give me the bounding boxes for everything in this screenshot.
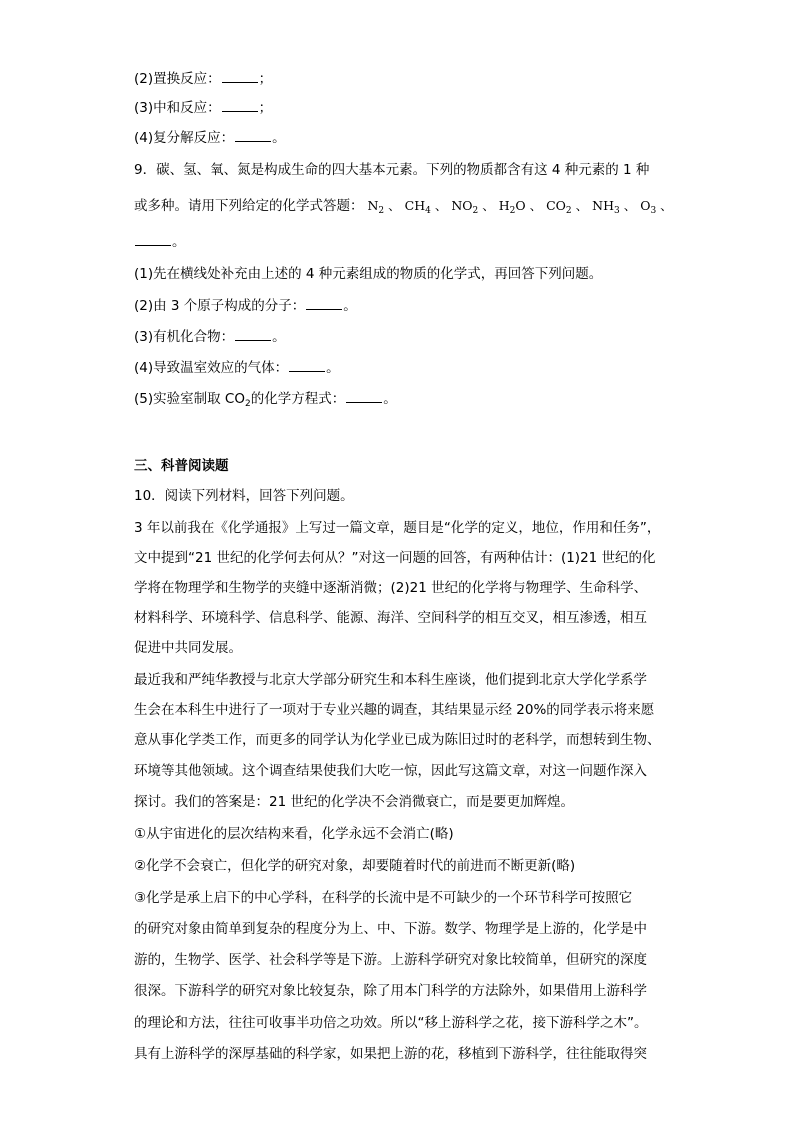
q9-stem-line2: 或多种。请用下列给定的化学式答题： $N_2$ 、 $CH_4$ 、 $NO_2$ 、 $H_2O$ 、 $CO_2$ 、 $NH_3$ 、 $O_3$ 、 xyxy=(134,198,673,216)
q9-stem-line1: 9．碳、氢、氧、氮是构成生命的四大基本元素。下列的物质都含有这 4 种元素的 1 种 xyxy=(134,162,650,178)
paragraph-line: 3 年以前我在《化学通报》上写过一篇文章，题目是“化学的定义，地位，作用和任务”， xyxy=(134,520,661,536)
answer-blank[interactable] xyxy=(235,129,271,142)
section-heading: 三、科普阅读题 xyxy=(134,458,229,474)
paragraph-line: 意从事化学类工作，而更多的同学认为化学业已成为陈旧过时的老科学，而想转到生物、 xyxy=(134,732,661,748)
paragraph-line: 最近我和严纯华教授与北京大学部分研究生和本科生座谈，他们提到北京大学化学系学 xyxy=(134,672,647,688)
paragraph-line: 的理论和方法，往往可收事半功倍之功效。所以“移上游科学之花，接下游科学之木”。 xyxy=(134,1015,648,1031)
answer-blank[interactable] xyxy=(235,328,271,341)
answer-blank[interactable] xyxy=(222,70,258,83)
paragraph-line: 环境等其他领域。这个调查结果使我们大吃一惊，因此写这篇文章，对这一问题作深入 xyxy=(134,763,647,779)
paragraph-line: 探讨。我们的答案是：21 世纪的化学决不会消微衰亡，而是要更加辉煌。 xyxy=(134,794,574,810)
answer-blank[interactable] xyxy=(222,99,258,112)
q9-sub2: (2)由 3 个原子构成的分子： 。 xyxy=(134,298,357,314)
paragraph-line: 学将在物理学和生物学的夹缝中逐渐消微；(2)21 世纪的化学将与物理学、生命科学、 xyxy=(134,580,648,596)
formula-list: $N_2$ 、 $CH_4$ 、 $NO_2$ 、 $H_2O$ 、 $CO_2$ 、 $NH_3$ 、 $O_3$ 、 xyxy=(367,198,673,216)
paragraph-line: 生会在本科生中进行了一项对于专业兴趣的调查，其结果显示经 20%的同学表示将来愿 xyxy=(134,702,655,718)
q9-stem-line3: 。 xyxy=(134,232,186,252)
q9-sub4: (4)导致温室效应的气体： 。 xyxy=(134,360,340,376)
paragraph-line: 游的，生物学、医学、社会科学等是下游。上游科学研究对象比较简单，但研究的深度 xyxy=(134,952,647,968)
paragraph-line: 文中提到“21 世纪的化学何去何从？”对这一问题的回答，有两种估计：(1)21 世纪的化 xyxy=(134,550,656,566)
paragraph-line: 具有上游科学的深厚基础的科学家，如果把上游的花，移植到下游科学，往往能取得突 xyxy=(134,1046,647,1062)
paragraph-line: ③化学是承上启下的中心学科，在科学的长流中是不可缺少的一个环节科学可按照它 xyxy=(134,890,633,906)
q8-sub4: (4)复分解反应： 。 xyxy=(134,130,286,146)
q8-sub2: (2)置换反应： ； xyxy=(134,71,273,87)
q9-sub1: (1)先在横线处补充由上述的 4 种元素组成的物质的化学式，再回答下列问题。 xyxy=(134,266,603,282)
q10-intro: 10．阅读下列材料，回答下列问题。 xyxy=(134,488,354,504)
q9-sub5: (5)实验室制取 $CO_2$的化学方程式： 。 xyxy=(134,391,397,409)
paragraph-line: 促进中共同发展。 xyxy=(134,640,242,656)
answer-blank[interactable] xyxy=(346,390,382,403)
answer-blank[interactable] xyxy=(135,233,171,246)
q8-sub3: (3)中和反应： ； xyxy=(134,100,273,116)
paragraph-line: 材料科学、环境科学、信息科学、能源、海洋、空间科学的相互交叉，相互渗透，相互 xyxy=(134,610,647,626)
answer-blank[interactable] xyxy=(306,297,342,310)
paragraph-line: 的研究对象由简单到复杂的程度分为上、中、下游。数学、物理学是上游的，化学是中 xyxy=(134,921,647,937)
list-item: ②化学不会衰亡，但化学的研究对象，却要随着时代的前进而不断更新(略) xyxy=(134,858,576,874)
answer-blank[interactable] xyxy=(289,359,325,372)
list-item: ①从宇宙进化的层次结构来看，化学永远不会消亡(略) xyxy=(134,826,454,842)
q9-sub3: (3)有机化合物： 。 xyxy=(134,329,286,345)
paragraph-line: 很深。下游科学的研究对象比较复杂，除了用本门科学的方法除外，如果借用上游科学 xyxy=(134,983,647,999)
